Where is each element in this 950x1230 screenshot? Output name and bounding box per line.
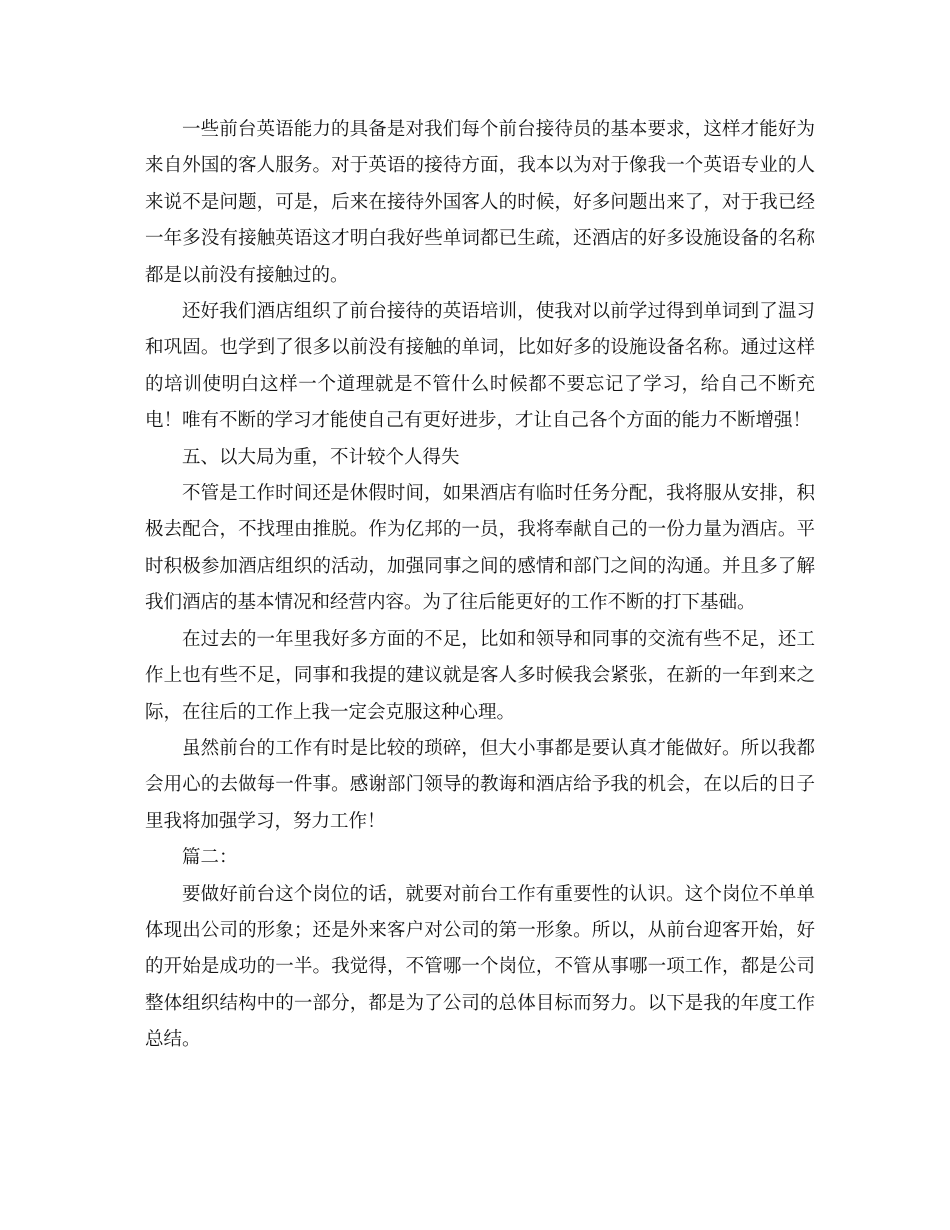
paragraph-shortcomings: 在过去的一年里我好多方面的不足，比如和领导和同事的交流有些不足，还工作上也有些不足，同事和我提的建议就是客人多时候我会紧张，在新的一年到来之际，在往后的工作上我一定会克服这种心理。 [145,628,815,723]
paragraph-cooperation: 不管是工作时间还是休假时间，如果酒店有临时任务分配，我将服从安排，积极去配合，不找理由推脱。作为亿邦的一员，我将奉献自己的一份力量为酒店。平时积极参加酒店组织的活动，加强同事之间的感情和部门之间的沟通。并且多了解我们酒店的基本情况和经营内容。为了往后能更好的工作不断的打下基础。 [145,483,815,614]
section-heading-five: 五、以大局为重，不计较个人得失 [182,446,460,468]
paragraph-front-desk-importance: 要做好前台这个岗位的话，就要对前台工作有重要性的认识。这个岗位不单单体现出公司的形象；还是外来客户对公司的第一形象。所以，从前台迎客开始，好的开始是成功的一半。我觉得，不管哪一个岗位，不管从事哪一项工作，都是公司整体组织结构中的一部分，都是为了公司的总体目标而努力。以下是我的年度工作总结。 [145,883,815,1051]
paragraph-english-training: 还好我们酒店组织了前台接待的英语培训，使我对以前学过得到单词到了温习和巩固。也学到了很多以前没有接触的单词，比如好多的设施设备名称。通过这样的培训使明白这样一个道理就是不管什么时候都不要忘记了学习，给自己不断充电！唯有不断的学习才能使自己有更好进步，才让自己各个方面的能力不断增强！ [145,301,815,432]
paragraph-conclusion: 虽然前台的工作有时是比较的琐碎，但大小事都是要认真才能做好。所以我都会用心的去做每一件事。感谢部门领导的教诲和酒店给予我的机会，在以后的日子里我将加强学习，努力工作！ [145,737,815,832]
section-heading-part-two: 篇二： [182,847,238,869]
paragraph-english-ability: 一些前台英语能力的具备是对我们每个前台接待员的基本要求，这样才能好为来自外国的客人服务。对于英语的接待方面，我本以为对于像我一个英语专业的人来说不是问题，可是，后来在接待外国客人的时候，好多问题出来了，对于我已经一年多没有接触英语这才明白我好些单词都已生疏，还酒店的好多设施设备的名称都是以前没有接触过的。 [145,119,815,286]
document-body [145,112,815,1059]
